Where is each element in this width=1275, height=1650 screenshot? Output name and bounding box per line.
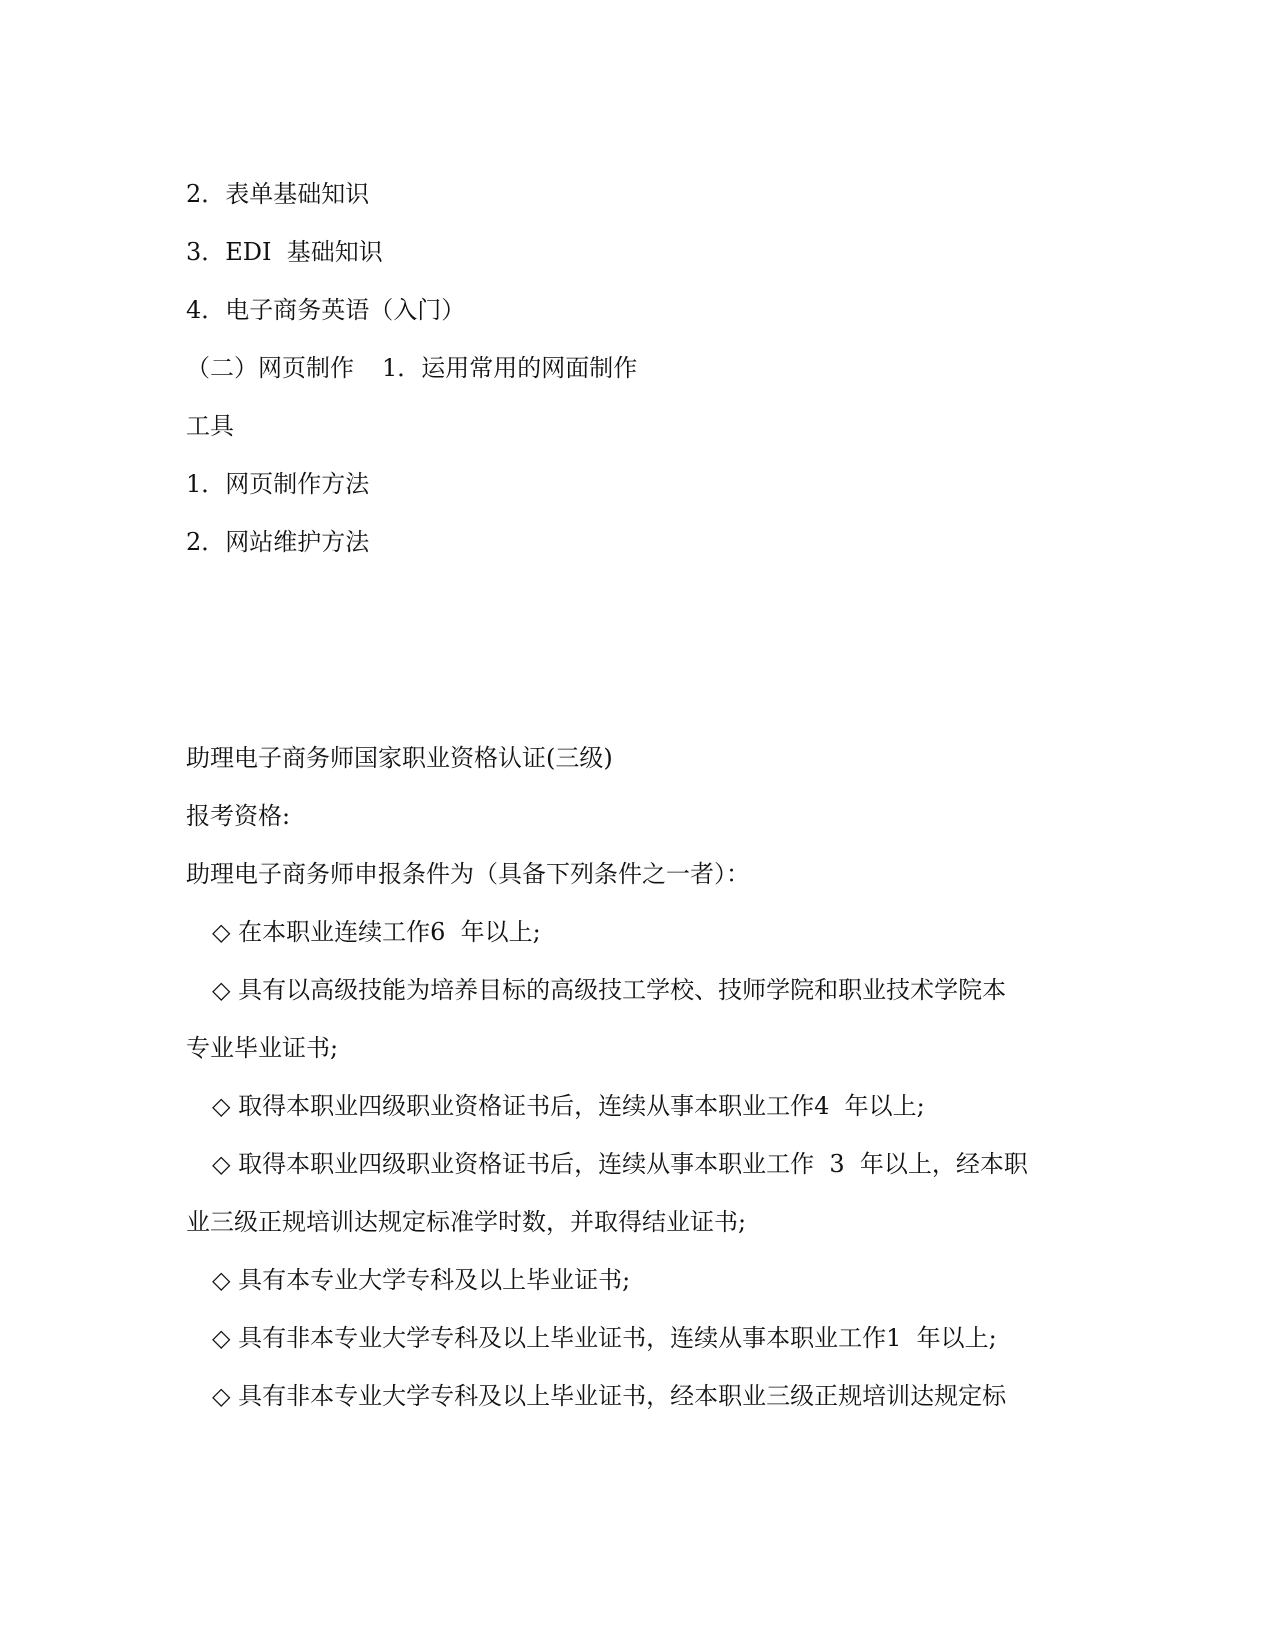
certification-title: 助理电子商务师国家职业资格认证(三级)	[186, 744, 613, 772]
condition-item: ◇ 具有以高级技能为培养目标的高级技工学校、技师学院和职业技术学院本	[212, 976, 1007, 1004]
web-design-knowledge-2: 2．网站维护方法	[186, 528, 370, 556]
web-design-heading: （二）网页制作	[186, 354, 354, 382]
knowledge-item-2: 2．表单基础知识	[186, 180, 370, 208]
condition-item: ◇ 具有非本专业大学专科及以上毕业证书，经本职业三级正规培训达规定标	[212, 1382, 1007, 1410]
qualification-label: 报考资格:	[186, 802, 291, 830]
condition-item: ◇ 具有本专业大学专科及以上毕业证书;	[212, 1266, 631, 1294]
condition-item: ◇ 取得本职业四级职业资格证书后，连续从事本职业工作4 年以上;	[212, 1092, 925, 1120]
condition-item: ◇ 具有非本专业大学专科及以上毕业证书，连续从事本职业工作1 年以上;	[212, 1324, 997, 1352]
web-design-skill-continued: 工具	[186, 412, 234, 440]
knowledge-item-3: 3．EDI 基础知识	[186, 238, 383, 266]
condition-item: ◇ 取得本职业四级职业资格证书后，连续从事本职业工作 3 年以上，经本职	[212, 1150, 1028, 1178]
condition-item: ◇ 在本职业连续工作6 年以上;	[212, 918, 541, 946]
web-design-skill: 1．运用常用的网面制作	[382, 354, 638, 382]
web-design-row	[186, 352, 637, 384]
web-design-knowledge-1: 1．网页制作方法	[186, 470, 370, 498]
condition-item-continued: 业三级正规培训达规定标准学时数，并取得结业证书;	[186, 1208, 747, 1236]
qualification-intro: 助理电子商务师申报条件为（具备下列条件之一者）：	[186, 860, 750, 888]
condition-item-continued: 专业毕业证书;	[186, 1034, 339, 1062]
knowledge-item-4: 4．电子商务英语（入门）	[186, 296, 466, 324]
